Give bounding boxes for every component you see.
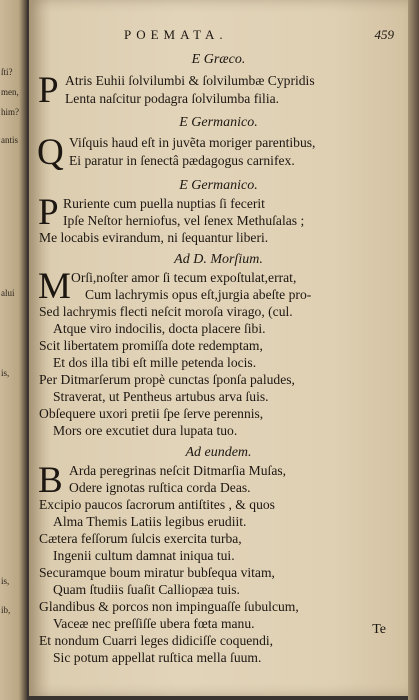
section-heading: E Germanico. (179, 115, 258, 130)
margin-fragment: men, (1, 87, 19, 97)
section-heading: E Græco. (191, 52, 246, 67)
margin-fragment: ib, (1, 605, 11, 615)
verse-line: Mors ore excutiet dura lupata tuo. (53, 423, 238, 438)
running-header (29, 27, 408, 43)
verse-line: Ingenii cultum damnat iniqua tui. (53, 548, 235, 563)
verse-line: Quam ſtudiis ſuaſit Calliopæa tuis. (53, 582, 240, 597)
verse-line: Viſquis haud eſt in juvẽta moriger parentibus, (69, 135, 316, 150)
margin-fragment: alui (1, 288, 15, 298)
margin-fragment: antis (1, 135, 18, 145)
verse-line: Orſi,noſter amor ſi tecum expoſtulat,errat, (71, 270, 297, 285)
verse-line: Odere ignotas ruſtica corda Deas. (69, 480, 251, 495)
verse-line: Me locabis evirandum, ni ſequantur liberi. (39, 230, 269, 245)
verse-line: Atris Euhii ſolvilumbi & ſolvilumbæ Cypridis (65, 73, 315, 88)
verse-line: Obſequere uxori pretii ſpe ſerve perennis, (39, 406, 264, 421)
verse-line: Excipio paucos ſacrorum antiſtites , & quos (39, 497, 275, 512)
catchword: Te (372, 622, 386, 637)
page-edge (408, 0, 419, 700)
verse-line: Straverat, ut Pentheus artubus arva ſuis. (53, 389, 269, 404)
running-title: POEMATA. (124, 27, 228, 42)
verse-line: Vaceæ nec preſſiſſe ubera fœta manu. (53, 616, 255, 631)
facing-page-margin (0, 0, 27, 700)
verse-line: Ipſe Neſtor herniofus, vel ſenex Methuſalas ; (63, 213, 305, 228)
verse-line: Ei paratur in ſenectâ pædagogus carnifex. (69, 153, 295, 168)
verse-line: Cum lachrymis opus eſt,jurgia abeſte pro- (85, 287, 312, 302)
verse-line: Ruriente cum puella nuptias ſi fecerit (63, 196, 265, 211)
verse-line: Lenta naſcitur podagra ſolvilumba filia. (65, 91, 280, 106)
margin-fragment: him? (1, 107, 19, 117)
drop-capital: M (38, 266, 71, 307)
verse-line: Et dos illa tibi eſt mille petenda locis. (53, 355, 257, 370)
drop-capital: P (38, 70, 59, 111)
verse-line: Securamque boum miratur bubſequa vitam, (39, 565, 275, 580)
verse-line: Arda peregrinas neſcit Ditmarſia Muſas, (69, 463, 287, 478)
margin-fragment: is, (1, 368, 10, 378)
page-number: 459 (374, 27, 394, 42)
section-heading: Ad eundem. (185, 445, 252, 460)
drop-capital: P (38, 192, 59, 233)
drop-capital: B (38, 460, 63, 501)
verse-line: Cætera feſſorum ſulcis exercita turba, (39, 531, 242, 546)
verse-line: Scit libertatem promiſſa dote redemptam, (39, 338, 263, 353)
verse-line: Alma Themis Latiis legibus erudiit. (53, 514, 247, 529)
drop-capital: Q (37, 132, 64, 173)
verse-line: Sic potum appellat ruſtica mella ſuum. (53, 650, 262, 665)
book-page (29, 0, 408, 696)
margin-fragment: ſti? (1, 67, 13, 77)
verse-line: Atque viro indocilis, docta placere ſibi. (53, 321, 266, 336)
section-heading: Ad D. Morſium. (174, 252, 263, 267)
verse-line: Et nondum Cuarri leges didiciſſe coquendi, (39, 633, 274, 648)
margin-fragment: is, (1, 576, 10, 586)
verse-line: Sed lachrymis flecti neſcit moroſa virago, (cul. (39, 304, 293, 319)
verse-line: Per Ditmarſerum propè cunctas ſponſa paludes, (39, 372, 295, 387)
section-heading: E Germanico. (179, 178, 258, 193)
verse-line: Glandibus & porcos non impinguaſſe ſubulcum, (39, 599, 299, 614)
